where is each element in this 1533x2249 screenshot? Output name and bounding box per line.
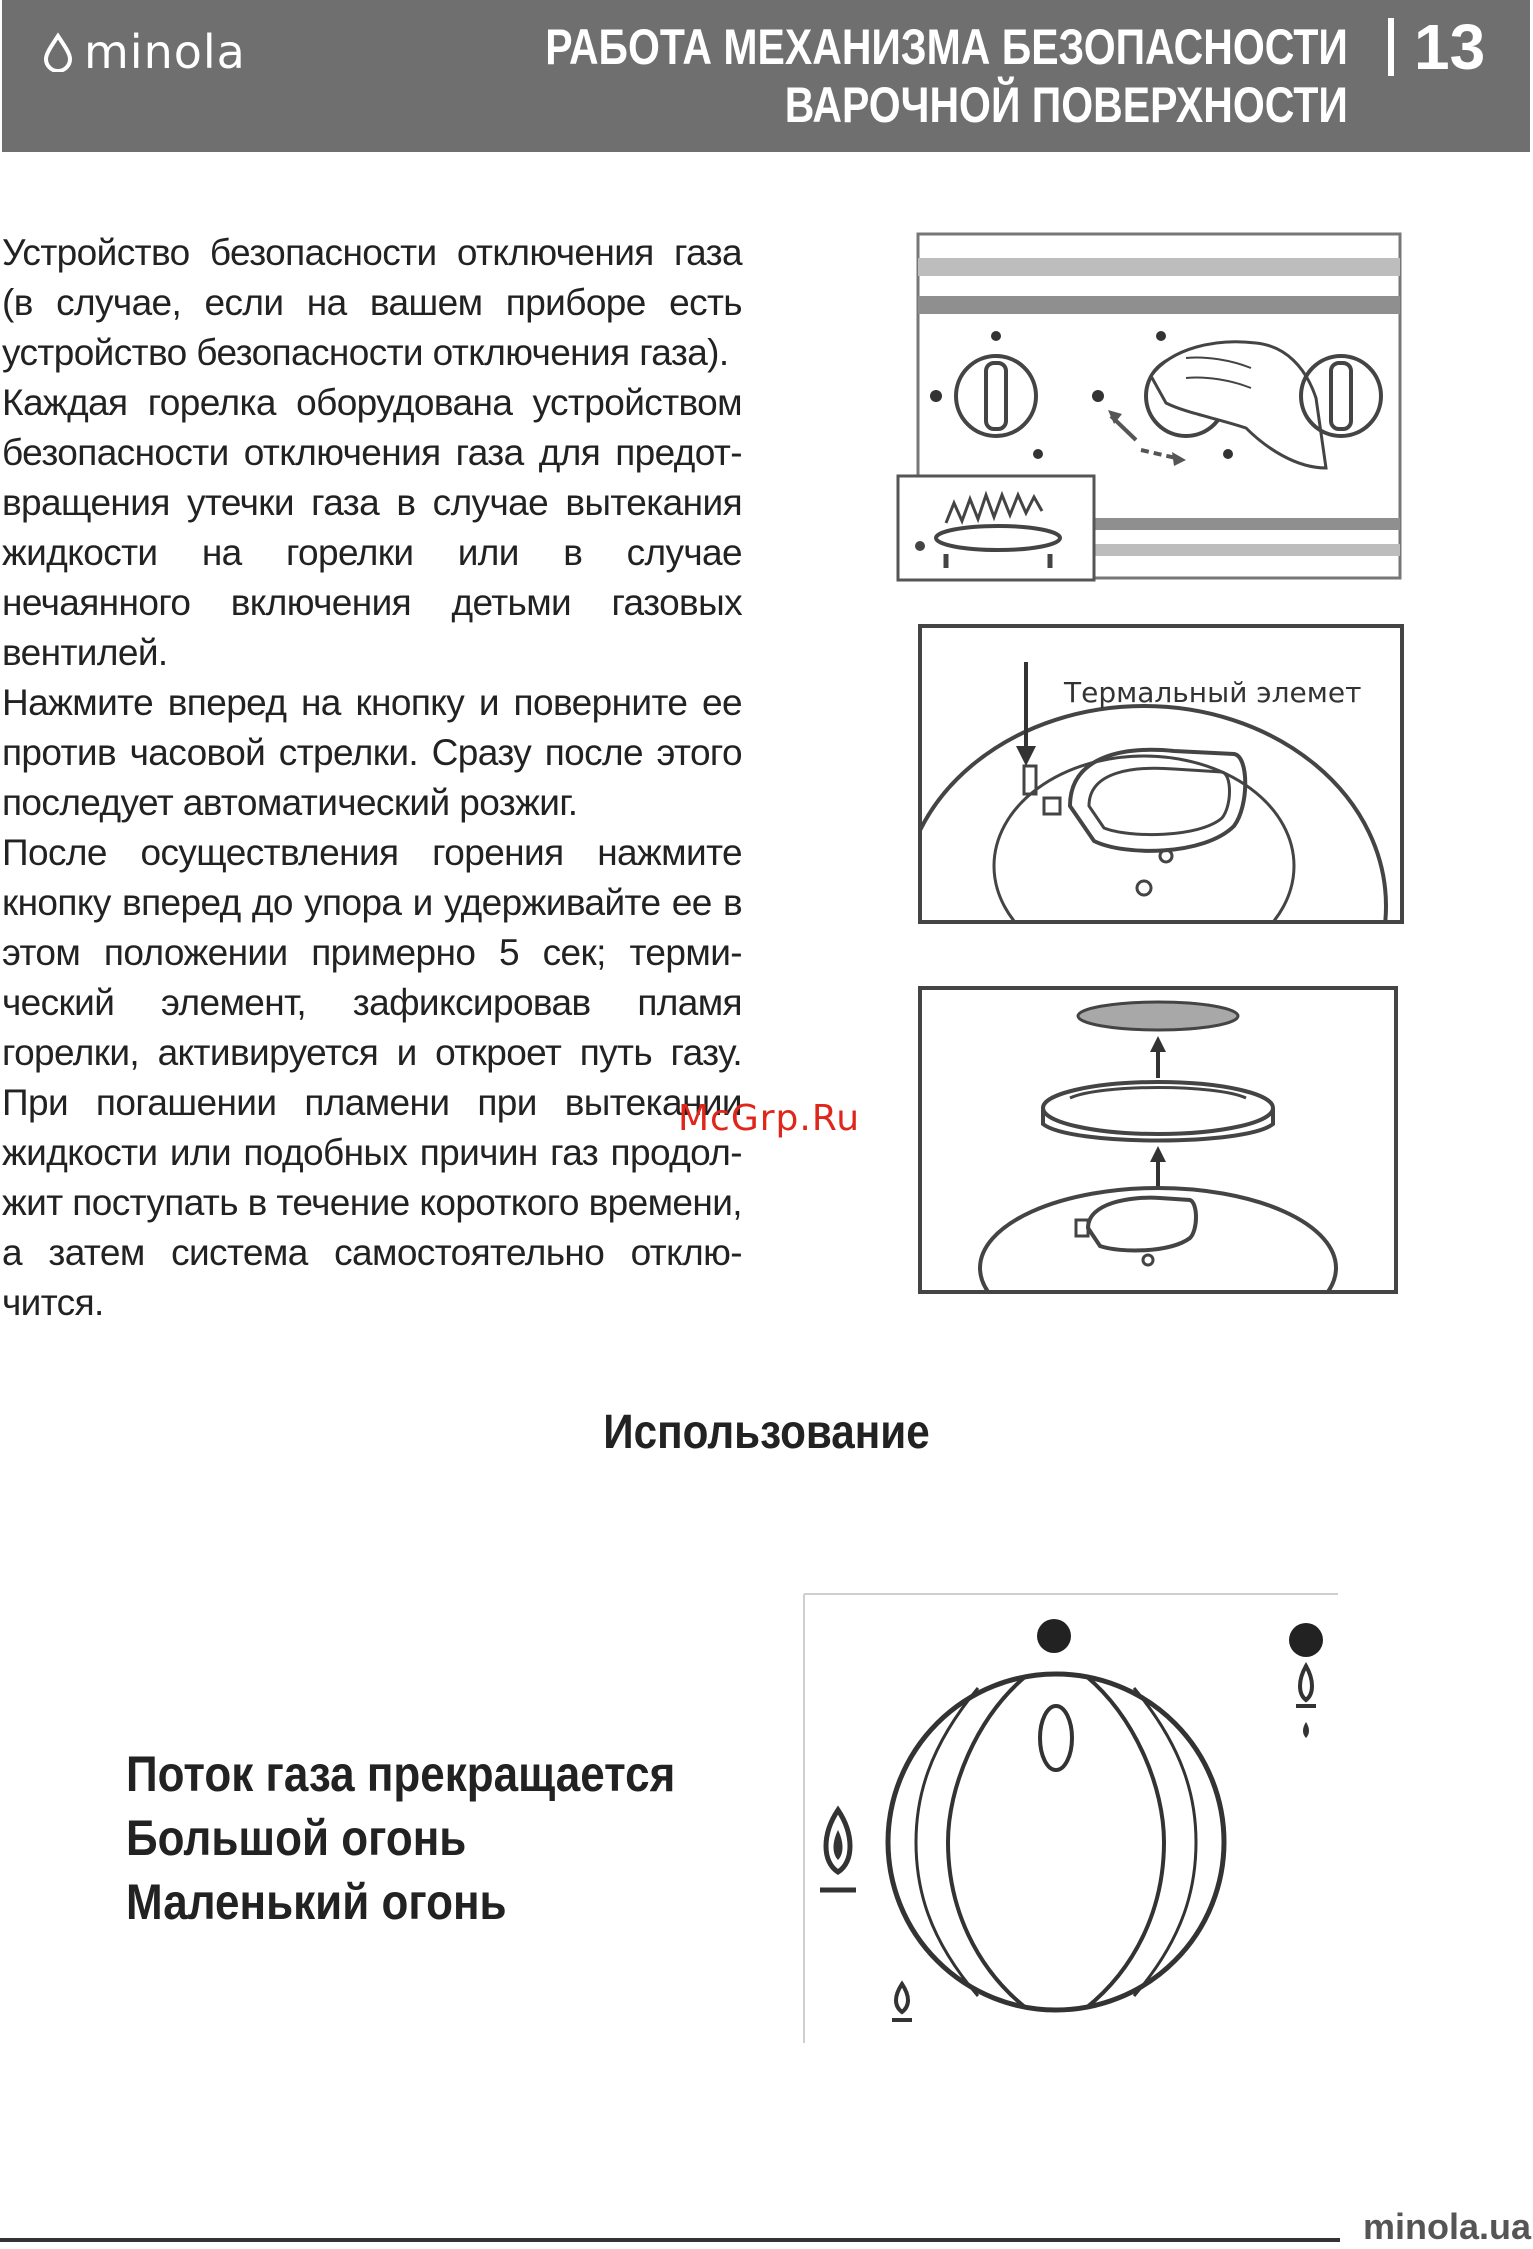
legend-item-small-flame: Маленький огонь	[126, 1874, 507, 1930]
footer-website: minola.ua	[1362, 2206, 1531, 2247]
paragraph-ignition: Нажмите вперед на кнопку и поверните ее против часовой стрелки. Сразу после этого последует автоматический розжиг.	[2, 682, 742, 823]
thermal-element-figure	[904, 606, 1418, 930]
page-title-line2: ВАРОЧНОЙ ПОВЕРХНОСТИ	[784, 77, 1348, 133]
drop-logo-icon	[38, 32, 78, 72]
footer-rule	[0, 2238, 1340, 2242]
thermal-element-label: Термальный элемет	[1064, 676, 1362, 709]
paragraph-thermal-element: После осуществления горения нажмите кнопку вперед до упора и удерживайте ее в этом положении примерно 5 сек; терми-ческий элемент, зафиксировав пламя горелки, активируется и откроет путь газу. При погашении пламени при вытекании жидкости или подобных причин газ продол-жит поступать в течение короткого времени, а затем система самостоятельно отклю-чится.	[2, 832, 742, 1323]
legend-item-large-flame: Большой огонь	[126, 1810, 467, 1866]
page-title	[545, 18, 1348, 134]
instructions-text	[2, 228, 742, 1328]
off-position-dot-icon	[1037, 1619, 1071, 1653]
legend-item-gas-off: Поток газа прекращается	[126, 1746, 676, 1802]
brand-name: minola	[84, 25, 246, 79]
burner-assembly-figure	[900, 968, 1422, 1304]
page-title-line1: РАБОТА МЕХАНИЗМА БЕЗОПАСНОСТИ	[545, 19, 1348, 75]
header-divider	[1388, 18, 1394, 76]
off-marker-dot-icon	[1289, 1623, 1323, 1657]
page-header	[2, 0, 1530, 152]
large-flame-icon	[1300, 1666, 1312, 1700]
watermark: McGrp.Ru	[678, 1098, 861, 1139]
small-flame-icon	[1303, 1722, 1309, 1738]
control-panel-figure	[886, 218, 1406, 590]
knob-positions-figure	[798, 1588, 1346, 2048]
paragraph-intro: Устройство безопасности отключения газа (в случае, если на вашем приборе есть устройство безопасности отключения газа).	[2, 232, 742, 373]
brand-logo	[38, 22, 246, 82]
paragraph-burner-safety: Каждая горелка оборудована устройством безопасности отключения газа для предот-вращения утечки газа в случае вытекания жидкости на горелки или в случае нечаянного включения детьми газовых вентилей.	[2, 382, 742, 673]
page-number: 13	[1414, 11, 1486, 83]
knob-positions-legend	[126, 1742, 675, 1934]
small-flame-mark-icon	[896, 1984, 908, 2012]
section-title: Использование	[603, 1406, 930, 1459]
control-knob	[888, 1674, 1224, 2010]
